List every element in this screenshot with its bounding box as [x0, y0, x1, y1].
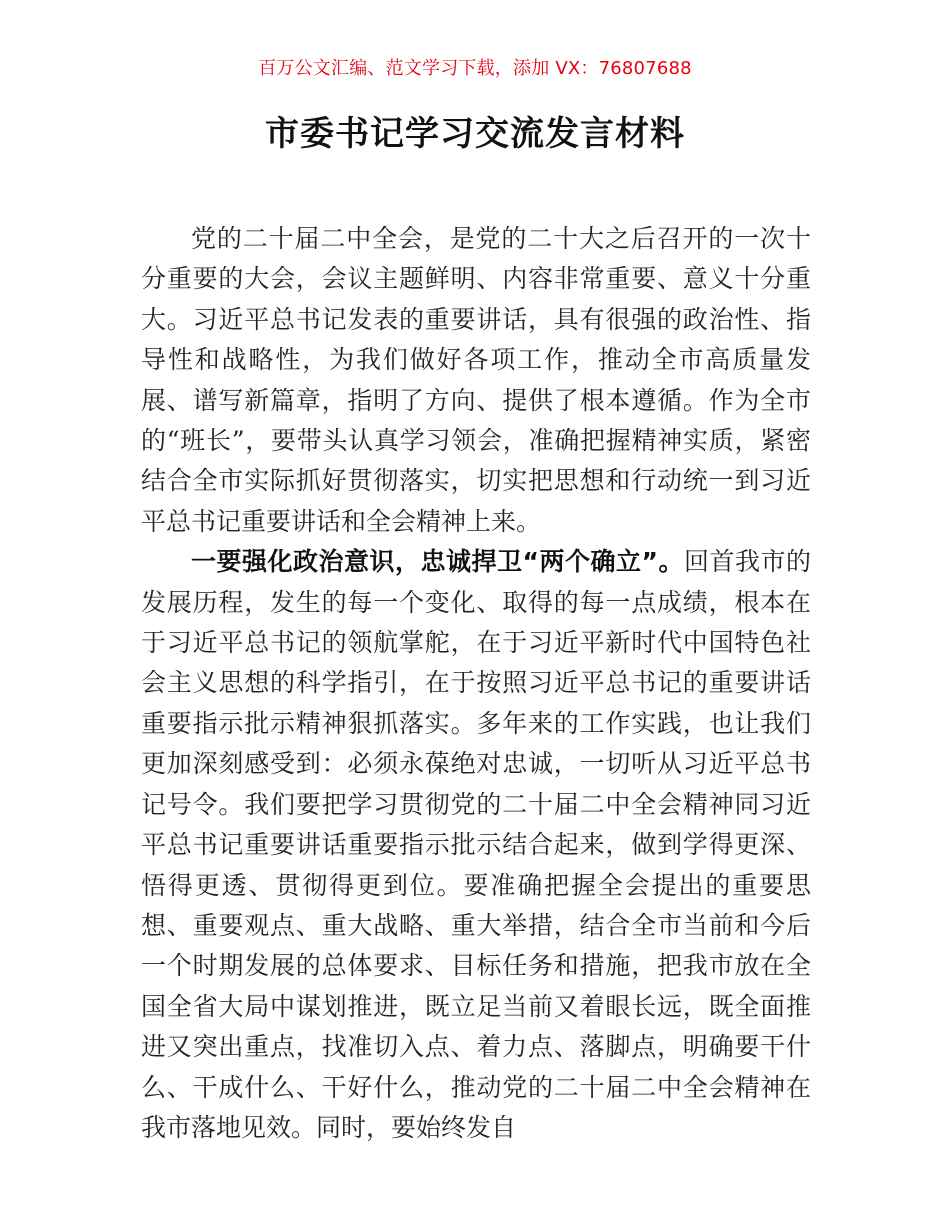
paragraph-text: 回首我市的发展历程，发生的每一个变化、取得的每一点成绩，根本在于习近平总书记的领航掌舵，在于习近平新时代中国特色社会主义思想的科学指引，在于按照习近平总书记的重要讲话重要指示批示精神狠抓落实。多年来的工作实践，也让我们更加深刻感受到：必须永葆绝对忠诚，一切听从习近平总书记号令。我们要把学习贯彻党的二十届二中全会精神同习近平总书记重要讲话重要指示批示结合起来，做到学得更深、悟得更透、贯彻得更到位。要准确把握全会提出的重要思想、重要观点、重大战略、重大举措，结合全市当前和今后一个时期发展的总体要求、目标任务和措施，把我市放在全国全省大局中谋划推进，既立足当前又着眼长远，既全面推进又突出重点，找准切入点、着力点、落脚点，明确要干什么、干成什么、干好什么，推动党的二十届二中全会精神在我市落地见效。同时，要始终发自 — [141, 547, 811, 1142]
promo-banner: 百万公文汇编、范文学习下载，添加 VX：76807688 — [258, 58, 692, 79]
paragraph-intro — [141, 219, 811, 542]
paragraph-lead-heading: 一要强化政治意识，忠诚捍卫“两个确立”。 — [191, 547, 684, 577]
document-title: 市委书记学习交流发言材料 — [265, 114, 685, 154]
paragraph-point-one — [141, 542, 811, 1148]
paragraph-text: 党的二十届二中全会，是党的二十大之后召开的一次十分重要的大会，会议主题鲜明、内容非常重要、意义十分重大。习近平总书记发表的重要讲话，具有很强的政治性、指导性和战略性，为我们做好各项工作，推动全市高质量发展、谱写新篇章，指明了方向、提供了根本遵循。作为全市的“班长”，要带头认真学习领会，准确把握精神实质，紧密结合全市实际抓好贯彻落实，切实把思想和行动统一到习近平总书记重要讲话和全会精神上来。 — [141, 224, 811, 536]
document-body — [141, 219, 811, 1148]
